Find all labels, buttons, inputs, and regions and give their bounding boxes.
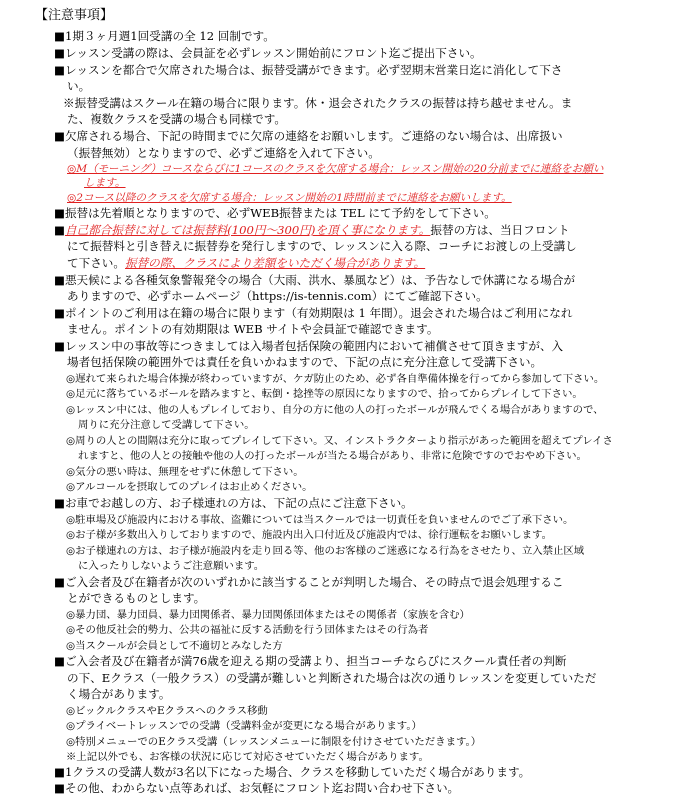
notice-line: ■ポイントのご利用は在籍の場合に限ります（有効期限は 1 年間）。退会された場合はご利用になれ	[54, 306, 573, 320]
notice-line: ■お車でお越しの方、お子様連れの方は、下記の点にご注意下さい。	[54, 496, 413, 510]
notice-note-line: ※上記以外でも、お客様の状況に応じて対応させていただく場合があります。	[66, 751, 429, 763]
notice-sub-line: ◎足元に落ちているボールを踏みますと、転倒・捻挫等の原因になりますので、拾ってからプレイして下さい。	[66, 388, 583, 400]
notice-sub-line: ◎遅れて来られた場合体操が終わっていますが、ケガ防止のため、必ず各自準備体操を行ってから参加して下さい。	[66, 373, 605, 385]
notice-sub-line: ◎特別メニューでのEクラス受講（レッスンメニューに制限を付けさせていただきます。）	[66, 736, 482, 748]
notice-sub-line: ◎気分の悪い時は、無理をせずに休憩して下さい。	[66, 466, 304, 478]
notice-line: ■振替は先着順となりますので、必ずWEB振替または TEL にて予約をして下さい。	[54, 206, 496, 220]
notice-red-line: ◎2コース以降のクラスを欠席する場合：レッスン開始の1時間前までに連絡をお願いします。	[67, 192, 512, 204]
notice-sub-line: れますと、他の人との接触や他の人の打ったボールが当たる場合があり、非常に危険ですのでおやめ下さい。	[78, 450, 587, 462]
notice-sub-line: ◎当スクールが会員として不適切とみなした方	[66, 640, 283, 652]
notice-line: （振替無効）となりますので、必ずご連絡を入れて下さい。	[67, 146, 380, 160]
notice-note-line: ※振替受講はスクール在籍の場合に限ります。休・退会されたクラスの振替は持ち越せません。ま	[63, 96, 573, 110]
notice-line: ■レッスン受講の際は、会員証を必ずレッスン開始前にフロント迄ご提出下さい。	[54, 46, 482, 60]
document-title: 【注意事項】	[35, 8, 114, 23]
notice-line: とができるものとします。	[67, 591, 206, 605]
notice-line: ■ご入会者及び在籍者が満76歳を迎える期の受講より、担当コーチならびにスクール責任者の判断	[54, 654, 567, 668]
notice-line: ■レッスンを都合で欠席された場合は、振替受講ができます。必ず翌期末営業日迄に消化して下さ	[54, 63, 563, 77]
notice-line: く場合があります。	[67, 687, 171, 701]
notice-text: 振替の方は、当日フロント	[430, 223, 570, 237]
notice-sub-line: ◎暴力団、暴力団員、暴力団関係者、暴力団関係団体またはその関係者（家族を含む）	[66, 609, 470, 621]
notice-red-text: 自己都合振替に対しては振替料(100円〜300円)を頂く事になります。	[64, 223, 431, 237]
notice-line-mixed	[67, 255, 425, 271]
notice-line: ■レッスン中の事故等につきましては入場者包括保険の範囲内において補償させて頂きますが、入	[54, 339, 564, 353]
notice-line: い。	[67, 79, 91, 93]
notice-sub-line: ◎プライベートレッスンでの受講（受講料金が変更になる場合があります。）	[66, 720, 422, 732]
notice-sub-line: ◎ビックルクラスやEクラスへのクラス移動	[66, 705, 268, 717]
notice-red-text: 振替の際、クラスにより差額をいただく場合があります。	[124, 256, 426, 270]
notice-sub-line: ◎お子様連れの方は、お子様が施設内を走り回る等、他のお客様のご迷惑になる行為をさせたり、立入禁止区域	[66, 545, 585, 557]
notice-sub-line: ◎周りの人との間隔は充分に取ってプレイして下さい。又、インストラクターより指示があった範囲を超えてプレイさ	[66, 435, 613, 447]
notice-line: ■その他、わからない点等あれば、お気軽にフロント迄お問い合わせ下さい。	[54, 781, 460, 795]
notice-sub-line: ◎お子様が多数出入りしておりますので、施設内出入口付近及び施設内では、徐行運転をお願いします。	[66, 529, 552, 541]
notice-line: 場者包括保険の範囲外では責任を負いかねますので、下記の点に充分注意して受講下さい。	[67, 355, 543, 369]
notice-line: ■1期３ヶ月週1回受講の全 12 回制です。	[54, 29, 275, 43]
notice-line: ■欠席される場合、下記の時間までに欠席の連絡をお願いします。ご連絡のない場合は、出席扱い	[54, 129, 563, 143]
notice-line: の下、Eクラス（一般クラス）の受講が難しいと判断された場合は次の通りレッスンを変更していただ	[67, 671, 597, 685]
notice-sub-line: ◎アルコールを摂取してのプレイはお止めください。	[66, 481, 313, 493]
notice-red-line: ◎M（モーニング）コースならびに1コースのクラスを欠席する場合：レッスン開始の20分前までに連絡をお願い	[67, 163, 604, 175]
notice-line: ■1クラスの受講人数が3名以下になった場合、クラスを移動していただく場合があります。	[54, 765, 531, 779]
notice-sub-line: 周りに充分注意して受講して下さい。	[78, 419, 255, 431]
notice-line-mixed: ■自己都合振替に対しては振替料(100円〜300円)を頂く事になります。振替の方は、当日フロント	[54, 223, 570, 237]
notice-line: ■ご入会者及び在籍者が次のいずれかに該当することが判明した場合、その時点で退会処理するこ	[54, 575, 564, 589]
notice-red-line: します。	[84, 177, 126, 189]
notice-sub-line: に入ったりしないようご注意願います。	[78, 560, 265, 572]
notice-line: ません。ポイントの有効期限は WEB サイトや会員証で確認できます。	[67, 322, 439, 336]
notice-sub-line: ◎その他反社会的勢力、公共の福祉に反する活動を行う団体またはその行為者	[66, 624, 429, 636]
notice-sub-line: ◎駐車場及び施設内における事故、盗難については当スクールでは一切責任を負いませんのでご了承下さい。	[66, 514, 574, 526]
notice-line: ■悪天候による各種気象警報発令の場合（大雨、洪水、暴風など）は、予告なしで休講になる場合が	[54, 273, 576, 287]
notice-note-line: た、複数クラスを受講の場合も同様です。	[67, 112, 287, 126]
notice-line: ありますので、必ずホームページ（https://is-tennis.com）にてご確認下さい。	[67, 289, 488, 303]
notice-text: て下さい。	[67, 256, 125, 270]
notice-line: にて振替料と引き替えに振替券を発行しますので、レッスンに入る際、コーチにお渡しの上受講し	[67, 239, 577, 253]
notice-sub-line: ◎レッスン中には、他の人もプレイしており、自分の方に他の人の打ったボールが飛んでくる場合がありますので、	[66, 404, 604, 416]
